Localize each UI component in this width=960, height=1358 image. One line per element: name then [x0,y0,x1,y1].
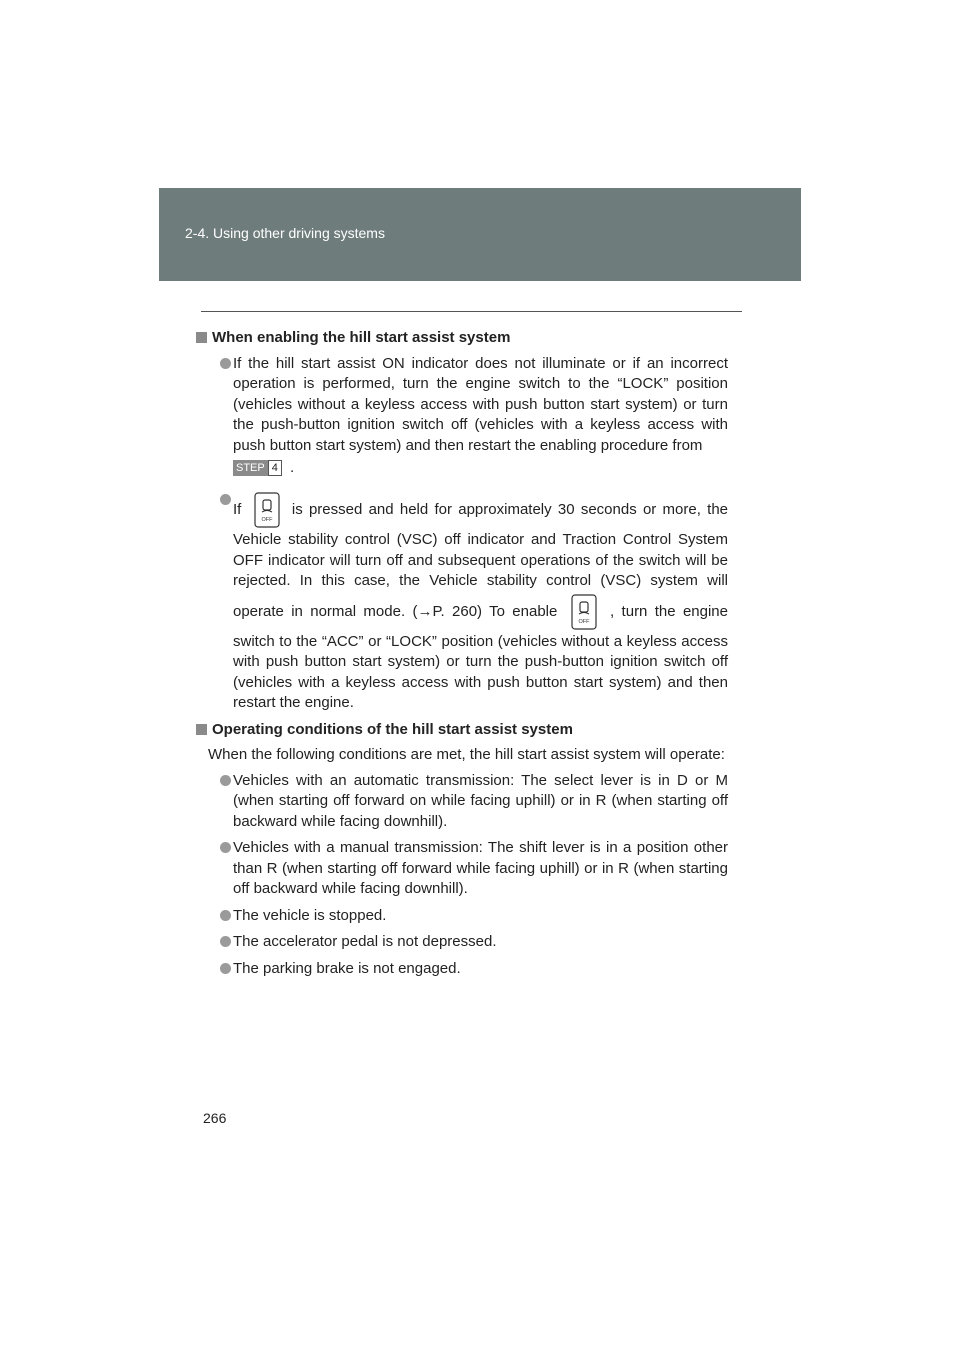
section-title-conditions [196,720,728,741]
step-number: 4 [268,460,282,476]
list-item [208,354,728,481]
bullet-text: The accelerator pedal is not depressed. [233,933,497,950]
list-item [208,771,728,833]
round-bullet-icon [220,963,231,974]
list-item [208,906,728,927]
section-title-text: Operating conditions of the hill start assist system [212,720,573,738]
list-item [208,490,728,714]
section-title-enabling [196,328,728,349]
square-bullet-icon [196,724,207,735]
vsc-off-switch-icon [254,492,280,528]
vsc-off-switch-icon [571,594,597,630]
intro-paragraph: When the following conditions are met, the hill start assist system will operate: [208,746,725,763]
round-bullet-icon [220,936,231,947]
bullet-text: is pressed and held for approximately 30 seconds or more, the Vehicle stability control (VSC) off indicator and Traction Control System OFF indicator will turn off and subsequent operations of the switch will be rejected. In this case, the Vehicle stability control (VSC) system will operate in normal mode. (→P. 260) To enable [233,500,728,620]
page-number: 266 [203,1110,227,1126]
section-title-text: When enabling the hill start assist system [212,329,511,346]
square-bullet-icon [196,332,207,343]
bullet-text: Vehicles with an automatic transmission: The select lever is in D or M (when starting off forward on while facing uphill) or in R (when starting off backward while facing downhill). [233,771,728,830]
round-bullet-icon [220,910,231,921]
bullet-text: Vehicles with a manual transmission: The shift lever is in a position other than R (when starting off forward while facing uphill) or in R (when starting off backward while facing downhill). [233,839,728,897]
list-item [208,838,728,900]
bullet-text-end: . [290,458,295,476]
round-bullet-icon [220,775,231,786]
page-content [196,328,728,985]
round-bullet-icon [220,494,231,505]
list-item [208,932,728,953]
bullet-text: If [233,500,242,518]
bullet-text: The parking brake is not engaged. [233,959,461,977]
svg-text:OFF: OFF [261,517,273,523]
step-reference [233,460,282,476]
bullet-text: The vehicle is stopped. [233,906,387,924]
divider [201,311,742,312]
section-header-bar [159,188,801,281]
bullet-text: , turn the engine switch to the “ACC” or “LOCK” position (vehicles without a keyless access with push button start system) or turn the push-button ignition switch off (vehicles with a keyless access with push button start system) and then restart the engine. [233,602,728,711]
round-bullet-icon [220,842,231,853]
list-item [208,959,728,980]
svg-text:OFF: OFF [578,618,590,625]
bullet-text: If the hill start assist ON indicator does not illuminate or if an incorrect operation is performed, turn the engine switch to the “LOCK” position (vehicles without a keyless access with push button start system) or turn the push-button ignition switch off (vehicles with a keyless access with push button start system) and then restart the enabling procedure from [233,354,728,454]
step-label: STEP [233,460,268,476]
round-bullet-icon [220,358,231,369]
section-header-title: 2-4. Using other driving systems [185,225,385,241]
